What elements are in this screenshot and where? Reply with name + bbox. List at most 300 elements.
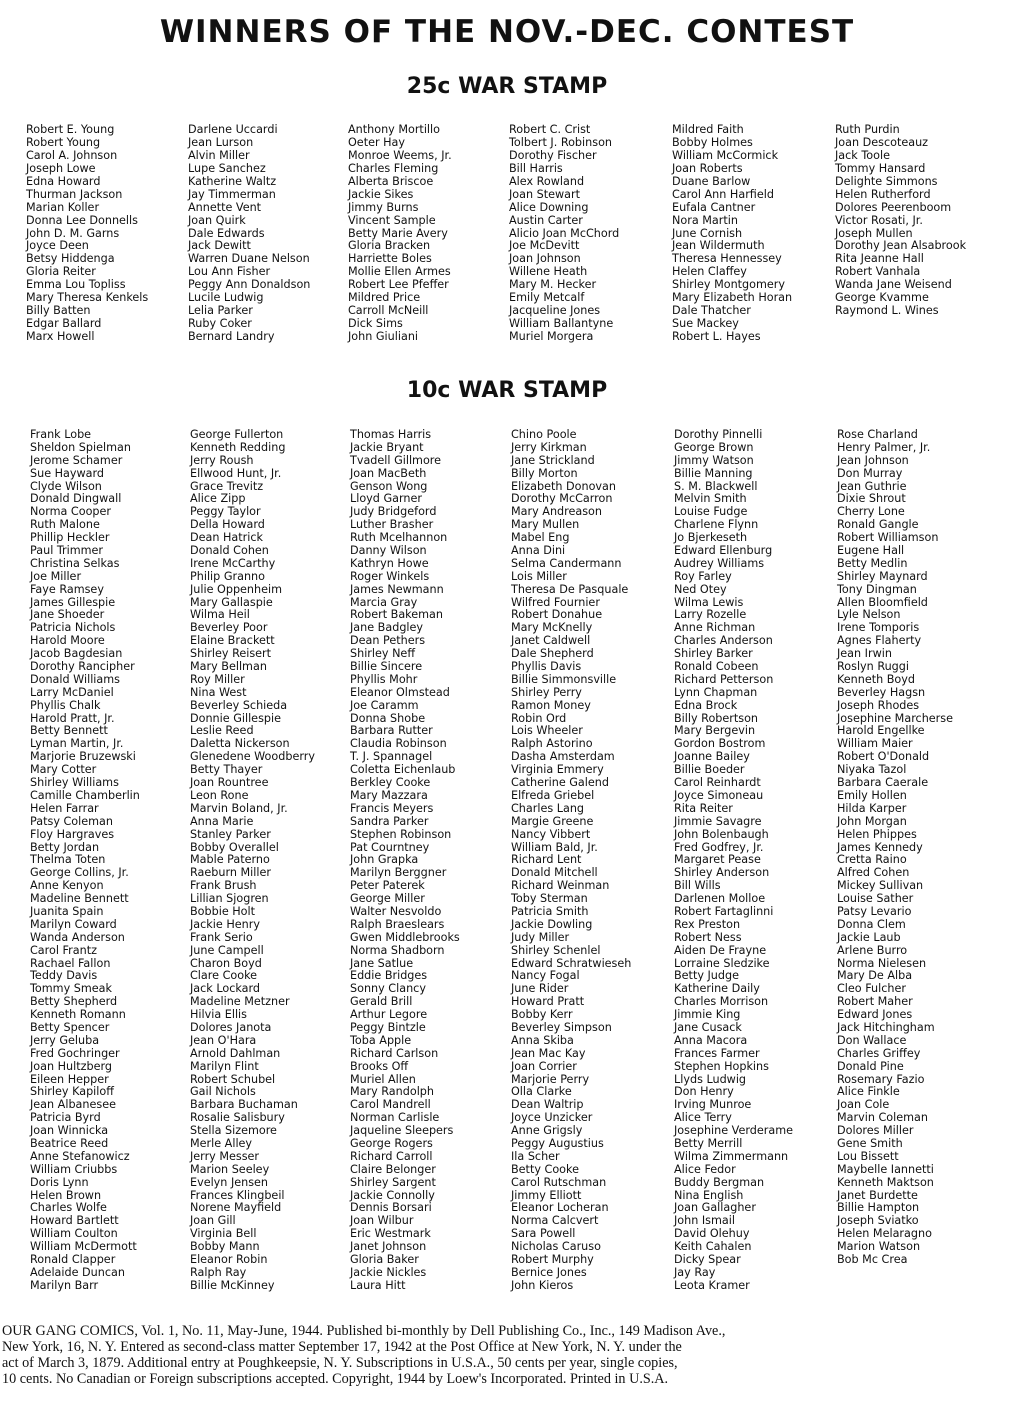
winner-name: Charon Boyd bbox=[190, 956, 262, 970]
winner-name: Beatrice Reed bbox=[30, 1136, 109, 1150]
winner-name: Harold Moore bbox=[30, 634, 105, 648]
winner-name: Donna Clem bbox=[837, 917, 906, 931]
winner-name: Rosalie Salisbury bbox=[190, 1111, 285, 1125]
winner-name: Jean Mac Kay bbox=[511, 1046, 586, 1060]
winner-name: Audrey Williams bbox=[674, 556, 765, 570]
winner-name: Joseph Mullen bbox=[835, 226, 913, 240]
winner-name: Darlene Uccardi bbox=[188, 123, 278, 136]
winner-name: Frank Lobe bbox=[30, 428, 92, 441]
winner-name: Grace Trevitz bbox=[190, 479, 264, 493]
winner-name: Dolores Peerenboom bbox=[835, 200, 952, 214]
winner-name: Ronald Clapper bbox=[30, 1253, 116, 1266]
winner-name: George Fullerton bbox=[190, 428, 284, 441]
winner-name: Gerald Brill bbox=[350, 995, 413, 1009]
winner-name: Evelyn Jensen bbox=[190, 1175, 269, 1189]
winner-name: Robert Donahue bbox=[511, 608, 603, 622]
winner-name: Betty Shepherd bbox=[30, 995, 118, 1009]
winner-name: Catherine Galend bbox=[511, 776, 609, 790]
winner-name: Joan Wilbur bbox=[350, 1214, 414, 1228]
winner-name: Josephine Verderame bbox=[674, 1124, 793, 1138]
winner-name: Phyllis Mohr bbox=[350, 672, 418, 686]
winner-name: Paul Trimmer bbox=[30, 544, 104, 558]
winner-name: Lois Wheeler bbox=[511, 724, 583, 738]
winner-name: Kenneth Romann bbox=[30, 1008, 126, 1022]
winner-name: Judy Bridgeford bbox=[350, 505, 437, 519]
winner-name: Cherry Lone bbox=[837, 505, 905, 519]
winner-name: Beverley Schieda bbox=[190, 698, 288, 712]
winner-name: Lynn Chapman bbox=[674, 685, 758, 699]
winner-name: Joan Roberts bbox=[672, 161, 743, 175]
winner-name: Ruth Purdin bbox=[835, 123, 900, 136]
winner-name: Anna Dini bbox=[511, 544, 566, 558]
winner-name: Jean O'Hara bbox=[190, 1033, 257, 1047]
winner-name: James Kennedy bbox=[837, 840, 923, 854]
winner-name: Bobbie Holt bbox=[190, 904, 256, 918]
winner-name: Norene Mayfield bbox=[190, 1201, 282, 1215]
winner-name: Adelaide Duncan bbox=[30, 1265, 125, 1279]
winner-name: T. J. Spannagel bbox=[350, 750, 433, 764]
winner-name: Don Wallace bbox=[837, 1033, 907, 1047]
winner-name: Francis Meyers bbox=[350, 801, 434, 815]
winner-name: Jimmy Elliott bbox=[511, 1188, 582, 1202]
winner-name: Jackie Henry bbox=[190, 917, 260, 931]
winner-name: Arlene Burro bbox=[837, 943, 908, 957]
winner-name: Mickey Sullivan bbox=[837, 879, 924, 893]
winner-name: Marilyn Flint bbox=[190, 1059, 259, 1073]
winner-name: Arnold Dahlman bbox=[190, 1046, 281, 1060]
winner-name: Lorraine Sledzike bbox=[674, 956, 770, 970]
winner-name: Fred Gochringer bbox=[30, 1046, 120, 1060]
winner-name: Marion Seeley bbox=[190, 1162, 270, 1176]
winner-name: Irene McCarthy bbox=[190, 556, 276, 570]
winner-name: William Criubbs bbox=[30, 1162, 118, 1176]
winner-name: Rex Preston bbox=[674, 917, 741, 931]
winner-name: John Morgan bbox=[837, 814, 907, 828]
winner-name: Madeline Bennett bbox=[30, 892, 129, 906]
winner-name: Julie Oppenheim bbox=[190, 582, 283, 596]
winner-name: Joyce Simoneau bbox=[674, 788, 764, 802]
winner-name: Peter Paterek bbox=[350, 879, 425, 893]
winner-name: Marjorie Bruzewski bbox=[30, 750, 136, 764]
winner-name: Philip Granno bbox=[190, 569, 265, 583]
winner-name: James Newmann bbox=[350, 582, 444, 596]
winner-name: Elfreda Griebel bbox=[511, 788, 595, 802]
winner-name: Dick Sims bbox=[348, 317, 403, 331]
winner-name: Warren Duane Nelson bbox=[188, 252, 310, 266]
winner-name: Jane Badgley bbox=[350, 621, 424, 635]
winner-name: Mildred Price bbox=[348, 291, 421, 305]
winner-name: Bobby Kerr bbox=[511, 1008, 573, 1022]
winner-name: Alicio Joan McChord bbox=[509, 226, 620, 240]
winner-name: Betty Merrill bbox=[674, 1136, 743, 1150]
winner-name: Vincent Sample bbox=[348, 213, 436, 227]
winner-name: William Coulton bbox=[30, 1227, 118, 1241]
winner-name: Shirley Kapiloff bbox=[30, 1085, 114, 1099]
winner-name: Marx Howell bbox=[26, 330, 95, 343]
winner-name: Jane Cusack bbox=[674, 1020, 742, 1034]
winner-name: Patsy Coleman bbox=[30, 814, 113, 828]
winner-name: Harold Pratt, Jr. bbox=[30, 711, 115, 725]
winner-name: Rachael Fallon bbox=[30, 956, 111, 970]
winner-name: Betty Judge bbox=[674, 969, 739, 983]
winner-name: Teddy Davis bbox=[30, 969, 98, 983]
name-column bbox=[348, 124, 452, 344]
winner-name: Dixie Shrout bbox=[837, 492, 906, 506]
winner-name: Joan Corrier bbox=[511, 1059, 577, 1073]
winner-name: Phyllis Chalk bbox=[30, 698, 101, 712]
winner-name: Mary De Alba bbox=[837, 969, 913, 983]
winner-name: Madeline Metzner bbox=[190, 995, 290, 1009]
winner-name: Alice Terry bbox=[674, 1111, 732, 1125]
winner-name: Larry Rozelle bbox=[674, 608, 747, 622]
winner-name: Lelia Parker bbox=[188, 304, 253, 318]
winner-name: Anna Marie bbox=[190, 814, 254, 828]
winner-name: Marvin Boland, Jr. bbox=[190, 801, 288, 815]
winner-name: Ruth Mcelhannon bbox=[350, 531, 448, 545]
winner-name: Joan Quirk bbox=[188, 213, 246, 227]
winner-name: Willene Heath bbox=[509, 265, 588, 279]
winner-name: Rosemary Fazio bbox=[837, 1072, 925, 1086]
winner-name: June Campell bbox=[190, 943, 264, 957]
footer-line: OUR GANG COMICS, Vol. 1, No. 11, May-June, 1944. Published bi-monthly by Dell Publishing Co., Inc., 149 Madison Ave., bbox=[2, 1323, 726, 1339]
winner-name: Billy Robertson bbox=[674, 711, 759, 725]
winner-name: Gloria Reiter bbox=[26, 265, 96, 279]
winner-name: Helen Rutherford bbox=[835, 187, 931, 201]
winner-name: Anne Grigsly bbox=[511, 1124, 583, 1138]
winner-name: George Rogers bbox=[350, 1136, 433, 1150]
winner-name: Joyce Unzicker bbox=[511, 1111, 593, 1125]
winner-name: Tony Dingman bbox=[837, 582, 917, 596]
winner-name: Eileen Hepper bbox=[30, 1072, 109, 1086]
winner-name: Carol A. Johnson bbox=[26, 148, 118, 162]
winner-name: Carol Reinhardt bbox=[674, 776, 761, 790]
winner-name: Dorothy Rancipher bbox=[30, 660, 135, 674]
winner-name: Jo Bjerkeseth bbox=[674, 531, 748, 545]
winner-name: Leota Kramer bbox=[674, 1278, 750, 1292]
winner-name: Gloria Baker bbox=[350, 1253, 419, 1266]
winner-name: William Bald, Jr. bbox=[511, 840, 598, 854]
winner-name: Edward Ellenburg bbox=[674, 544, 773, 558]
winner-name: Jimmy Burns bbox=[348, 200, 419, 214]
publication-footer bbox=[2, 1323, 1002, 1387]
winner-name: Betty Medlin bbox=[837, 556, 908, 570]
winner-name: Billie Sincere bbox=[350, 660, 423, 674]
name-column bbox=[188, 124, 310, 344]
winner-name: Anthony Mortillo bbox=[348, 123, 440, 136]
winner-name: Berkley Cooke bbox=[350, 776, 431, 790]
winner-name: Gordon Bostrom bbox=[674, 737, 766, 751]
winner-name: Nora Martin bbox=[672, 213, 738, 227]
winner-name: Shirley Reisert bbox=[190, 647, 272, 661]
winner-name: S. M. Blackwell bbox=[674, 479, 758, 493]
winner-name: Jack Toole bbox=[835, 148, 890, 162]
winner-name: Carol Ann Harfield bbox=[672, 187, 774, 201]
winner-name: Austin Carter bbox=[509, 213, 583, 227]
winner-name: Luther Brasher bbox=[350, 518, 434, 532]
winner-name: Jackie Connolly bbox=[350, 1188, 435, 1202]
footer-line: act of March 3, 1879. Additional entry at Poughkeepsie, N. Y. Subscriptions in U.S.A., 50 cents per year, single copies, bbox=[2, 1355, 678, 1371]
winner-name: Alfred Cohen bbox=[837, 866, 910, 880]
winner-name: Frank Brush bbox=[190, 879, 257, 893]
winner-name: Muriel Morgera bbox=[509, 330, 594, 343]
winner-name: Kenneth Redding bbox=[190, 440, 286, 454]
winner-name: Eleanor Locheran bbox=[511, 1201, 609, 1215]
winner-name: Billy Morton bbox=[511, 466, 578, 480]
winner-name: Alice Zipp bbox=[190, 492, 246, 506]
winner-name: Rita Jeanne Hall bbox=[835, 252, 924, 266]
winner-name: Donald Pine bbox=[837, 1059, 904, 1073]
winner-name: Marilyn Berggner bbox=[350, 866, 447, 880]
winner-name: Mary Elizabeth Horan bbox=[672, 291, 793, 305]
winner-name: Frances Farmer bbox=[674, 1046, 760, 1060]
winner-name: Arthur Legore bbox=[350, 1008, 428, 1022]
winner-name: Dicky Spear bbox=[674, 1253, 741, 1266]
winner-name: Charles Wolfe bbox=[30, 1201, 107, 1215]
winner-name: Norma Cooper bbox=[30, 505, 112, 519]
winner-name: George Miller bbox=[350, 892, 425, 906]
winner-name: Patricia Byrd bbox=[30, 1111, 101, 1125]
winner-name: Jackie Sikes bbox=[348, 187, 414, 201]
winner-name: Jane Strickland bbox=[511, 453, 595, 467]
winner-name: Laura Hitt bbox=[350, 1278, 406, 1292]
winner-name: Harriette Boles bbox=[348, 252, 432, 266]
winner-name: Margaret Pease bbox=[674, 853, 761, 867]
winner-name: Ramon Money bbox=[511, 698, 591, 712]
winner-name: Jean Johnson bbox=[837, 453, 909, 467]
winner-name: George Collins, Jr. bbox=[30, 866, 129, 880]
winner-name: Selma Candermann bbox=[511, 556, 622, 570]
winner-name: Billie Boeder bbox=[674, 763, 745, 777]
winner-name: Bill Wills bbox=[674, 879, 721, 893]
winner-name: Billie McKinney bbox=[190, 1278, 275, 1292]
winner-name: Eugene Hall bbox=[837, 544, 905, 558]
winner-name: Nina English bbox=[674, 1188, 744, 1202]
winner-name: Eric Westmark bbox=[350, 1227, 431, 1241]
winner-name: Robert L. Hayes bbox=[672, 330, 761, 343]
winner-name: Lupe Sanchez bbox=[188, 161, 266, 175]
winner-name: Chino Poole bbox=[511, 428, 577, 441]
winner-name: George Kvamme bbox=[835, 291, 929, 305]
winner-name: Faye Ramsey bbox=[30, 582, 104, 596]
winner-name: Oeter Hay bbox=[348, 135, 406, 149]
winner-name: Aiden De Frayne bbox=[674, 943, 767, 957]
winner-name: Charles Anderson bbox=[674, 634, 773, 648]
winner-name: Lois Miller bbox=[511, 569, 567, 583]
winner-name: Hilvia Ellis bbox=[190, 1008, 247, 1022]
winner-name: Ruth Malone bbox=[30, 518, 100, 532]
winner-name: Gene Smith bbox=[837, 1136, 903, 1150]
winner-name: Patsy Levario bbox=[837, 904, 912, 918]
winner-name: Jean Albanesee bbox=[30, 1098, 116, 1112]
winner-name: William Ballantyne bbox=[509, 317, 614, 331]
winner-name: Dale Shepherd bbox=[511, 647, 594, 661]
winner-name: Ronald Cobeen bbox=[674, 660, 759, 674]
winner-name: Ralph Braeslears bbox=[350, 917, 445, 931]
winner-name: Stella Sizemore bbox=[190, 1124, 277, 1138]
winner-name: Louise Sather bbox=[837, 892, 914, 906]
winner-name: Carol Rutschman bbox=[511, 1175, 607, 1189]
winner-name: Jerry Geluba bbox=[30, 1033, 100, 1047]
winner-name: Jackie Nickles bbox=[350, 1265, 427, 1279]
winner-name: Beverley Poor bbox=[190, 621, 268, 635]
winner-name: Robert Lee Pfeffer bbox=[348, 278, 449, 292]
winner-name: Patricia Nichols bbox=[30, 621, 116, 635]
winner-name: Mabel Eng bbox=[511, 531, 570, 545]
winner-name: Claire Belonger bbox=[350, 1162, 436, 1176]
winner-name: Charles Morrison bbox=[674, 995, 769, 1009]
winner-name: Niyaka Tazol bbox=[837, 763, 907, 777]
winner-name: Bob Mc Crea bbox=[837, 1253, 908, 1266]
winner-name: Roy Miller bbox=[190, 672, 245, 686]
winner-name: Jerry Kirkman bbox=[511, 440, 587, 454]
winner-name: Richard Weinman bbox=[511, 879, 610, 893]
winner-name: Ellwood Hunt, Jr. bbox=[190, 466, 282, 480]
winner-name: Pat Courntney bbox=[350, 840, 430, 854]
winner-name: Walter Nesvoldo bbox=[350, 904, 442, 918]
winner-name: Virginia Bell bbox=[190, 1227, 257, 1241]
winner-name: Jean Guthrie bbox=[837, 479, 907, 493]
winner-name: Dorothy Jean Alsabrook bbox=[835, 239, 967, 253]
winner-name: Virginia Emmery bbox=[511, 763, 604, 777]
winner-name: Joan Johnson bbox=[509, 252, 581, 266]
winner-name: Janet Caldwell bbox=[511, 634, 591, 648]
winner-name: Gail Nichols bbox=[190, 1085, 256, 1099]
winner-name: Marion Watson bbox=[837, 1240, 921, 1254]
winner-name: Dennis Borsari bbox=[350, 1201, 432, 1215]
winner-name: Joseph Rhodes bbox=[837, 698, 920, 712]
winner-name: Jean Lurson bbox=[188, 135, 254, 149]
winner-name: Barbara Caerale bbox=[837, 776, 929, 790]
winner-name: Howard Bartlett bbox=[30, 1214, 119, 1228]
winner-name: Sheldon Spielman bbox=[30, 440, 131, 454]
winner-name: James Gillespie bbox=[30, 595, 116, 609]
winner-name: Mary Mazzara bbox=[350, 788, 428, 802]
winner-name: Jackie Laub bbox=[837, 930, 901, 944]
winner-name: Louise Fudge bbox=[674, 505, 748, 519]
winner-name: Dorothy Pinnelli bbox=[674, 428, 763, 441]
winner-name: Lyle Nelson bbox=[837, 608, 901, 622]
winner-name: Katherine Daily bbox=[674, 982, 760, 996]
winner-name: Wilma Heil bbox=[190, 608, 250, 622]
winner-name: Robert E. Young bbox=[26, 123, 115, 136]
winner-name: Mollie Ellen Armes bbox=[348, 265, 451, 279]
winner-name: Christina Selkas bbox=[30, 556, 120, 570]
winner-name: Wilma Zimmermann bbox=[674, 1149, 789, 1163]
winner-name: Joe McDevitt bbox=[509, 239, 580, 253]
winner-name: Mary M. Hecker bbox=[509, 278, 597, 292]
winner-name: Richard Carlson bbox=[350, 1046, 439, 1060]
name-column bbox=[511, 429, 631, 1293]
winner-name: Duane Barlow bbox=[672, 174, 751, 188]
winner-name: Barbara Rutter bbox=[350, 724, 433, 738]
winner-name: Betsy Hiddenga bbox=[26, 252, 115, 266]
winner-name: Victor Rosati, Jr. bbox=[835, 213, 923, 227]
winner-name: Thurman Jackson bbox=[26, 187, 123, 201]
winner-name: Edna Howard bbox=[26, 174, 101, 188]
winner-name: Charles Lang bbox=[511, 801, 585, 815]
winner-name: Dale Edwards bbox=[188, 226, 265, 240]
winner-name: Richard Petterson bbox=[674, 672, 774, 686]
winner-name: Helen Brown bbox=[30, 1188, 102, 1202]
winner-name: Billie Manning bbox=[674, 466, 753, 480]
winner-name: Shirley Schenlel bbox=[511, 943, 601, 957]
winner-name: Wilfred Fournier bbox=[511, 595, 600, 609]
winner-name: Robert O'Donald bbox=[837, 750, 930, 764]
winner-name: Robert Williamson bbox=[837, 531, 939, 545]
winner-name: Darlenen Molloe bbox=[674, 892, 766, 906]
winner-name: Mary Theresa Kenkels bbox=[26, 291, 149, 305]
winner-name: Kenneth Boyd bbox=[837, 672, 916, 686]
winner-name: Floy Hargraves bbox=[30, 827, 115, 841]
winner-name: Robert Schubel bbox=[190, 1072, 276, 1086]
winner-name: Jaqueline Sleepers bbox=[350, 1124, 454, 1138]
winner-name: Edward Schratwieseh bbox=[511, 956, 632, 970]
winner-name: Ila Scher bbox=[511, 1149, 560, 1163]
footer-line: New York, 16, N. Y. Entered as second-class matter September 17, 1942 at the Post Office at New York, N. Y. under the bbox=[2, 1339, 682, 1355]
winner-name: Jean Irwin bbox=[837, 647, 892, 661]
winner-name: Edgar Ballard bbox=[26, 317, 102, 331]
winner-name: Brooks Off bbox=[350, 1059, 409, 1073]
winner-name: Betty Spencer bbox=[30, 1020, 110, 1034]
winner-name: Carol Frantz bbox=[30, 943, 97, 957]
winner-name: Claudia Robinson bbox=[350, 737, 447, 751]
winner-name: Alice Fedor bbox=[674, 1162, 736, 1176]
winner-name: Lillian Sjogren bbox=[190, 892, 269, 906]
winner-name: Joseph Sviatko bbox=[837, 1214, 919, 1228]
winner-name: Daletta Nickerson bbox=[190, 737, 290, 751]
winner-name: Bobby Holmes bbox=[672, 135, 753, 149]
winner-name: Don Henry bbox=[674, 1085, 734, 1099]
winner-name: Jay Timmerman bbox=[188, 187, 276, 201]
winner-name: Donnie Gillespie bbox=[190, 711, 281, 725]
winner-name: Lou Bissett bbox=[837, 1149, 899, 1163]
winner-name: Betty Bennett bbox=[30, 724, 108, 738]
winner-name: Sandra Parker bbox=[350, 814, 429, 828]
winner-name: Peggy Augustius bbox=[511, 1136, 604, 1150]
winner-name: William McCormick bbox=[672, 148, 779, 162]
winner-name: Marilyn Coward bbox=[30, 917, 117, 931]
winner-name: Anne Kenyon bbox=[30, 879, 104, 893]
winner-name: Joan Descoteauz bbox=[835, 135, 929, 149]
winner-name: Gwen Middlebrooks bbox=[350, 930, 460, 944]
winner-name: Bernard Landry bbox=[188, 330, 275, 343]
winner-name: Juanita Spain bbox=[30, 904, 104, 918]
winner-name: Don Murray bbox=[837, 466, 903, 480]
winner-name: Clare Cooke bbox=[190, 969, 258, 983]
winner-name: Joyce Deen bbox=[26, 239, 89, 253]
winner-name: Peggy Ann Donaldson bbox=[188, 278, 311, 292]
winner-name: Joan MacBeth bbox=[350, 466, 427, 480]
winner-name: Toba Apple bbox=[350, 1033, 412, 1047]
winner-name: Anna Skiba bbox=[511, 1033, 574, 1047]
winner-name: Jack Lockard bbox=[190, 982, 261, 996]
winner-name: Mary Mullen bbox=[511, 518, 580, 532]
winner-name: Glenedene Woodberry bbox=[190, 750, 315, 764]
winner-name: Joan Gill bbox=[190, 1214, 236, 1228]
winner-name: Irene Tomporis bbox=[837, 621, 920, 635]
winner-name: Thomas Harris bbox=[350, 428, 432, 441]
winner-name: Leslie Reed bbox=[190, 724, 254, 738]
winner-name: Alberta Briscoe bbox=[348, 174, 434, 188]
winner-name: Mary Cotter bbox=[30, 763, 97, 777]
winner-name: Sue Hayward bbox=[30, 466, 105, 480]
winner-name: Nancy Vibbert bbox=[511, 827, 591, 841]
winner-name: Peggy Bintzle bbox=[350, 1020, 426, 1034]
winner-name: Mary Gallaspie bbox=[190, 595, 273, 609]
winner-name: Harold Engellke bbox=[837, 724, 925, 738]
winner-name: Janet Burdette bbox=[837, 1188, 918, 1202]
winner-name: Mary Andreason bbox=[511, 505, 602, 519]
